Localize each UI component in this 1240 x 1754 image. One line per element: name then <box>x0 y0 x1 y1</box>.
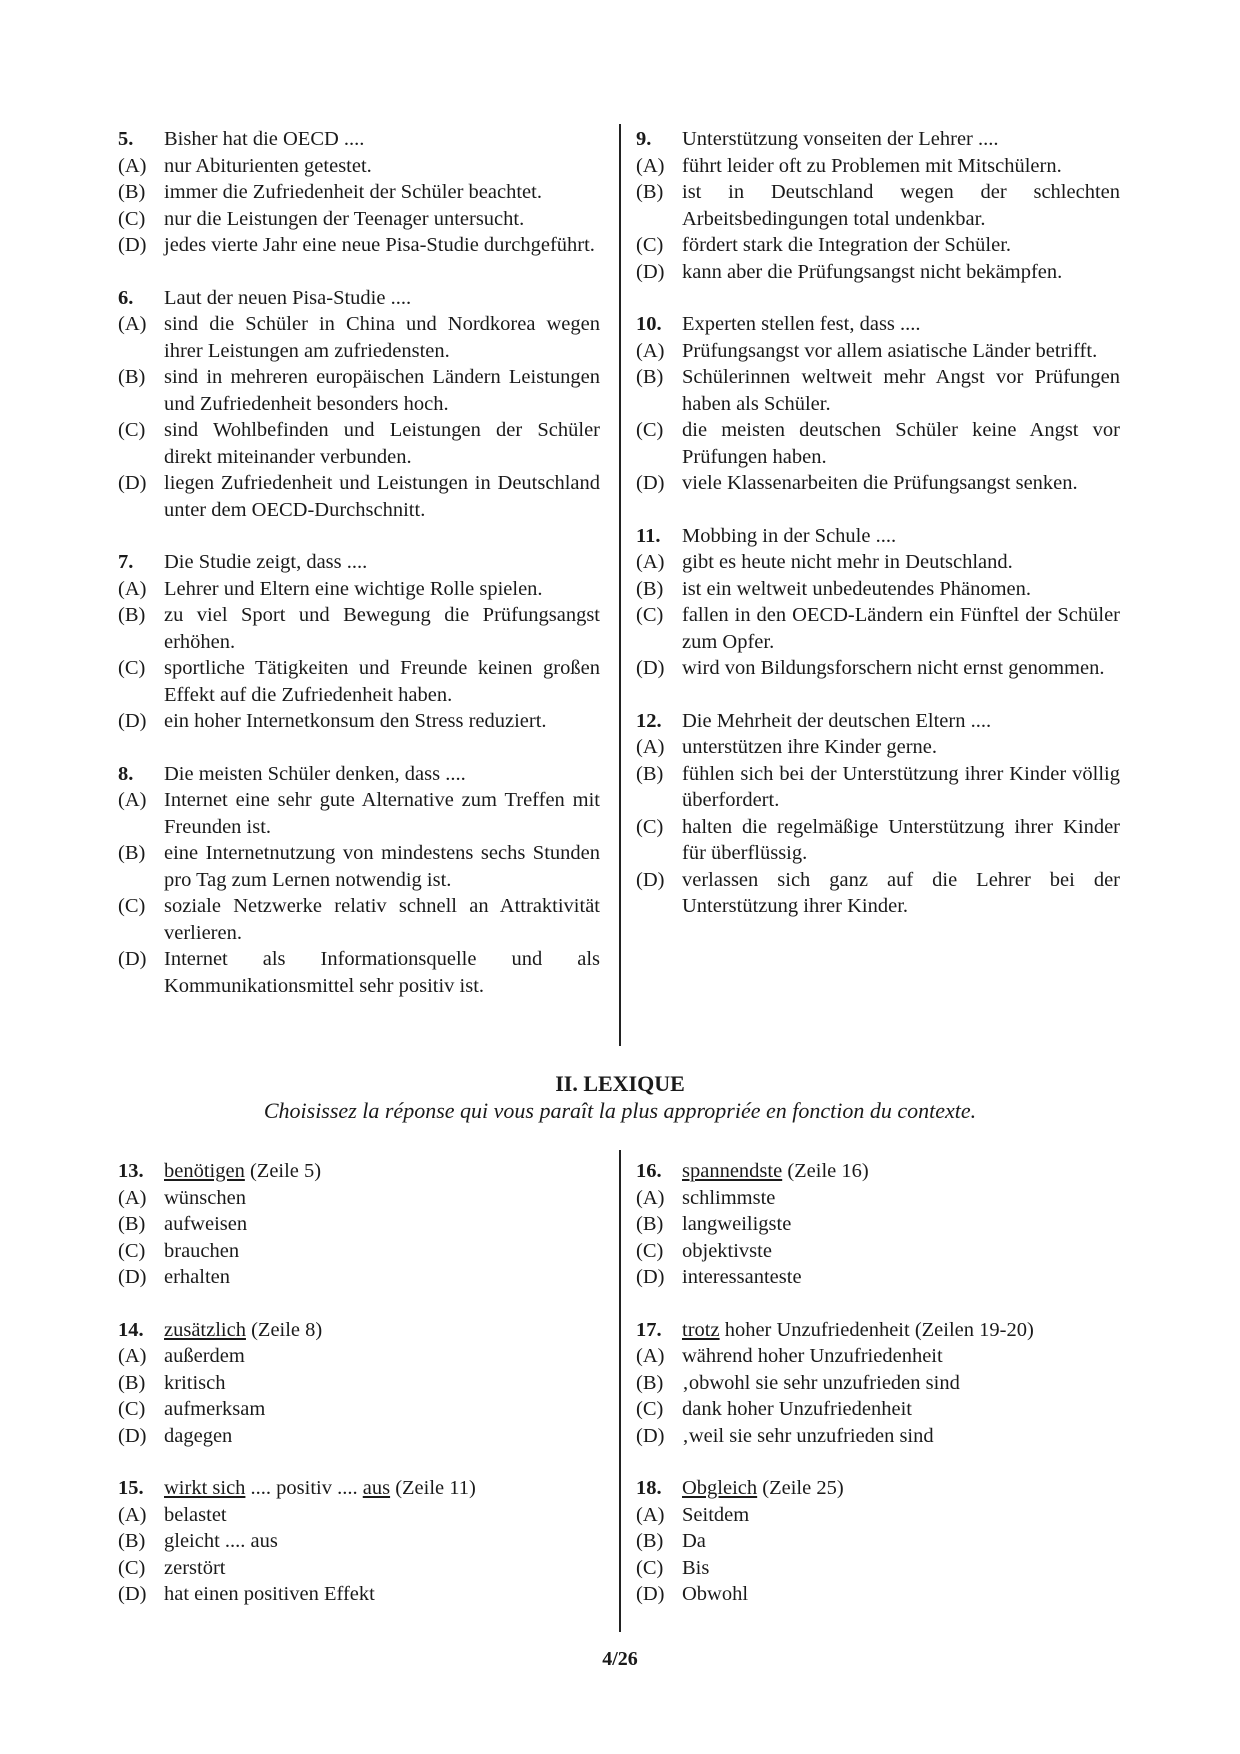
option-letter: (B) <box>636 181 664 203</box>
option-c <box>118 893 600 946</box>
option-text: immer die Zufriedenheit der Schüler beachtet. <box>164 181 542 203</box>
option-letter: (B) <box>118 181 146 203</box>
option-d <box>636 1264 1120 1291</box>
question-12 <box>636 708 1120 920</box>
option-a <box>636 1502 1120 1529</box>
question-stem: Die meisten Schüler denken, dass .... <box>164 762 466 785</box>
page-number: 4/26 <box>602 1648 638 1670</box>
option-d <box>118 1264 600 1291</box>
option-letter: (D) <box>636 472 665 494</box>
option-text: dank hoher Unzufriedenheit <box>682 1398 912 1420</box>
option-text: verlassen sich ganz auf die Lehrer bei der Unterstützung ihrer Kinder. <box>682 868 1120 917</box>
question-6 <box>118 285 600 524</box>
option-letter: (B) <box>118 366 146 388</box>
option-b <box>636 364 1120 417</box>
question-stem: Unterstützung vonseiten der Lehrer .... <box>682 128 999 150</box>
option-text: ist ein weltweit unbedeutendes Phänomen. <box>682 577 1031 600</box>
option-text: fühlen sich bei der Unterstützung ihrer Kinder völlig überfordert. <box>682 762 1120 811</box>
option-letter: (C) <box>636 1239 664 1262</box>
question-number: 8. <box>118 762 134 785</box>
option-text: dagegen <box>164 1424 233 1447</box>
option-b <box>636 1211 1120 1238</box>
option-d <box>118 232 600 259</box>
line-reference: (Zeile 8) <box>245 1318 323 1341</box>
option-b <box>636 576 1120 603</box>
option-letter: (C) <box>636 1556 664 1579</box>
option-text: zerstört <box>164 1556 226 1579</box>
question-stem: Die Mehrheit der deutschen Eltern .... <box>682 709 992 732</box>
option-text: brauchen <box>164 1239 240 1262</box>
option-d <box>636 1581 1120 1608</box>
option-text: ‚obwohl sie sehr unzufrieden sind <box>682 1371 960 1394</box>
question-14 <box>118 1317 600 1450</box>
option-letter: (B) <box>636 1371 664 1394</box>
question-stem: Laut der neuen Pisa-Studie .... <box>164 286 412 309</box>
option-letter: (D) <box>118 710 147 732</box>
question-stem: Bisher hat die OECD .... <box>164 128 365 150</box>
option-letter: (A) <box>118 1503 147 1526</box>
option-letter: (C) <box>636 234 664 256</box>
option-a <box>636 1343 1120 1370</box>
option-text: langweiligste <box>682 1213 792 1235</box>
option-letter: (C) <box>118 1239 146 1262</box>
option-letter: (A) <box>636 1186 665 1209</box>
option-letter: (D) <box>636 657 665 679</box>
option-text: aufmerksam <box>164 1398 266 1420</box>
target-word: zusätzlich <box>164 1318 246 1341</box>
question-11 <box>636 523 1120 682</box>
option-letter: (A) <box>118 313 147 335</box>
option-d <box>118 708 600 735</box>
option-letter: (C) <box>636 604 664 626</box>
option-text: Bis <box>682 1556 710 1579</box>
option-text: ist in Deutschland wegen der schlechten Arbeitsbedingungen total undenkbar. <box>682 181 1120 230</box>
question-8 <box>118 761 600 1000</box>
option-letter: (C) <box>118 657 146 679</box>
option-letter: (A) <box>118 789 147 811</box>
question-stem <box>164 1158 600 1185</box>
option-a <box>636 734 1120 761</box>
option-a <box>118 576 600 603</box>
option-letter: (C) <box>118 207 146 230</box>
option-d <box>118 1581 600 1608</box>
option-letter: (C) <box>636 419 664 441</box>
option-c <box>118 206 600 233</box>
question-stem: Die Studie zeigt, dass .... <box>164 551 368 573</box>
line-reference: (Zeile 11) <box>390 1477 476 1499</box>
option-b <box>636 1528 1120 1555</box>
line-reference: hoher Unzufriedenheit (Zeilen 19-20) <box>719 1318 1034 1341</box>
option-text: erhalten <box>164 1266 231 1288</box>
option-b <box>118 179 600 206</box>
option-text: kann aber die Prüfungsangst nicht bekämpfen. <box>682 260 1063 283</box>
option-text: hat einen positiven Effekt <box>164 1583 375 1605</box>
option-text: interessanteste <box>682 1266 802 1288</box>
option-c <box>118 1238 600 1265</box>
option-c <box>636 417 1120 470</box>
option-c <box>118 417 600 470</box>
line-reference: (Zeile 16) <box>782 1160 869 1182</box>
option-letter: (A) <box>118 1186 147 1209</box>
question-number: 7. <box>118 551 134 573</box>
lexique-left <box>118 1158 600 1634</box>
question-17 <box>636 1317 1120 1450</box>
option-letter: (D) <box>636 1266 665 1288</box>
option-letter: (D) <box>118 234 147 256</box>
option-letter: (C) <box>118 1556 146 1579</box>
option-d <box>636 655 1120 682</box>
question-number: 13. <box>118 1160 144 1182</box>
option-d <box>118 946 600 999</box>
option-d <box>636 867 1120 920</box>
question-number: 11. <box>636 524 661 547</box>
option-letter: (A) <box>636 1345 665 1367</box>
target-word: benötigen <box>164 1160 245 1182</box>
option-b <box>118 364 600 417</box>
option-text: belastet <box>164 1503 227 1526</box>
option-letter: (D) <box>636 1583 665 1605</box>
section-instructions: Choisissez la réponse qui vous paraît la plus appropriée en fonction du contexte. <box>263 1098 977 1123</box>
option-a <box>636 549 1120 576</box>
question-number: 18. <box>636 1477 662 1499</box>
option-letter: (A) <box>118 154 147 177</box>
target-word-part: aus <box>362 1477 391 1499</box>
question-number: 14. <box>118 1318 144 1341</box>
option-b <box>118 1528 600 1555</box>
option-text: Schülerinnen weltweit mehr Angst vor Prüfungen haben als Schüler. <box>682 366 1120 415</box>
option-text: aufweisen <box>164 1213 248 1235</box>
option-text: sportliche Tätigkeiten und Freunde keinen großen Effekt auf die Zufriedenheit haben. <box>164 657 600 706</box>
question-number: 12. <box>636 709 662 732</box>
option-letter: (D) <box>636 868 665 891</box>
option-text: während hoher Unzufriedenheit <box>682 1345 943 1367</box>
question-stem: Mobbing in der Schule .... <box>682 524 897 547</box>
option-c <box>118 1396 600 1423</box>
option-letter: (D) <box>636 1424 665 1447</box>
option-text: außerdem <box>164 1345 245 1367</box>
option-letter: (A) <box>118 1345 147 1367</box>
option-b <box>118 1211 600 1238</box>
option-letter: (B) <box>118 842 146 864</box>
question-number: 10. <box>636 313 662 335</box>
option-text: liegen Zufriedenheit und Leistungen in Deutschland unter dem OECD-Durchschnitt. <box>164 472 600 521</box>
question-7 <box>118 549 600 735</box>
option-a <box>118 787 600 840</box>
line-reference: (Zeile 5) <box>244 1160 322 1182</box>
question-stem: Experten stellen fest, dass .... <box>682 313 921 335</box>
option-text: nur Abiturienten getestet. <box>164 154 372 177</box>
option-letter: (C) <box>636 815 664 838</box>
option-letter: (D) <box>118 948 147 970</box>
option-d <box>636 1423 1120 1450</box>
option-b <box>636 1370 1120 1397</box>
option-b <box>636 761 1120 814</box>
question-number: 16. <box>636 1160 662 1182</box>
option-a <box>118 1185 600 1212</box>
questions-top-left <box>118 126 600 1025</box>
target-word: wirkt sich <box>164 1477 246 1499</box>
option-c <box>636 232 1120 259</box>
option-text: ein hoher Internetkonsum den Stress reduziert. <box>164 710 547 732</box>
option-b <box>118 602 600 655</box>
option-a <box>118 311 600 364</box>
question-9 <box>636 126 1120 285</box>
option-text: Da <box>682 1530 706 1552</box>
option-c <box>636 1238 1120 1265</box>
option-letter: (A) <box>636 551 665 573</box>
option-text: Seitdem <box>682 1503 750 1526</box>
option-d <box>118 1423 600 1450</box>
column-divider <box>619 124 621 1046</box>
option-letter: (A) <box>118 577 147 600</box>
option-letter: (B) <box>636 1530 664 1552</box>
option-a <box>118 1502 600 1529</box>
option-b <box>118 840 600 893</box>
option-c <box>636 602 1120 655</box>
option-text: viele Klassenarbeiten die Prüfungsangst senken. <box>682 472 1078 494</box>
target-word: Obgleich <box>682 1477 758 1499</box>
option-text: ‚weil sie sehr unzufrieden sind <box>682 1424 934 1447</box>
option-letter: (C) <box>118 419 146 441</box>
option-text: nur die Leistungen der Teenager untersucht. <box>164 207 525 230</box>
option-text: fördert stark die Integration der Schüler. <box>682 234 1012 256</box>
option-letter: (B) <box>636 762 664 785</box>
option-text: wird von Bildungsforschern nicht ernst genommen. <box>682 657 1105 679</box>
option-letter: (D) <box>118 472 147 494</box>
option-text: jedes vierte Jahr eine neue Pisa-Studie durchgeführt. <box>164 234 595 256</box>
option-b <box>118 1370 600 1397</box>
option-text: Obwohl <box>682 1583 749 1605</box>
option-c <box>636 814 1120 867</box>
question-15 <box>118 1475 600 1608</box>
question-18 <box>636 1475 1120 1608</box>
option-letter: (B) <box>636 577 664 600</box>
option-letter: (C) <box>118 1398 146 1420</box>
option-b <box>636 179 1120 232</box>
option-letter: (B) <box>118 604 146 626</box>
option-text: wünschen <box>164 1186 246 1209</box>
question-stem <box>682 1317 1120 1344</box>
stem-middle: .... positiv .... <box>245 1477 363 1499</box>
option-text: soziale Netzwerke relativ schnell an Attraktivität verlieren. <box>164 895 600 944</box>
option-a <box>118 153 600 180</box>
question-number: 15. <box>118 1477 144 1499</box>
option-a <box>636 1185 1120 1212</box>
option-text: schlimmste <box>682 1186 776 1209</box>
option-text: zu viel Sport und Bewegung die Prüfungsangst erhöhen. <box>164 604 600 653</box>
option-text: fallen in den OECD-Ländern ein Fünftel der Schüler zum Opfer. <box>682 604 1120 653</box>
option-a <box>636 153 1120 180</box>
question-number: 5. <box>118 128 134 150</box>
option-letter: (B) <box>636 1213 664 1235</box>
question-5 <box>118 126 600 259</box>
option-text: Internet eine sehr gute Alternative zum Treffen mit Freunden ist. <box>164 789 600 838</box>
option-text: sind in mehreren europäischen Ländern Leistungen und Zufriedenheit besonders hoch. <box>164 366 600 415</box>
option-a <box>118 1343 600 1370</box>
option-text: führt leider oft zu Problemen mit Mitschülern. <box>682 154 1062 177</box>
question-stem <box>682 1475 1120 1502</box>
question-number: 6. <box>118 286 134 309</box>
option-letter: (A) <box>636 339 665 362</box>
option-text: kritisch <box>164 1371 226 1394</box>
option-letter: (D) <box>118 1424 147 1447</box>
questions-top-right <box>636 126 1120 946</box>
option-text: eine Internetnutzung von mindestens sechs Stunden pro Tag zum Lernen notwendig ist. <box>164 842 600 891</box>
option-c <box>118 655 600 708</box>
option-c <box>118 1555 600 1582</box>
option-text: objektivste <box>682 1239 772 1262</box>
question-13 <box>118 1158 600 1291</box>
option-text: gibt es heute nicht mehr in Deutschland. <box>682 551 1013 573</box>
option-letter: (D) <box>118 1266 147 1288</box>
option-c <box>636 1555 1120 1582</box>
option-letter: (D) <box>118 1583 147 1605</box>
lexique-right <box>636 1158 1120 1634</box>
option-d <box>118 470 600 523</box>
option-letter: (B) <box>636 366 664 388</box>
option-text: halten die regelmäßige Unterstützung ihrer Kinder für überflüssig. <box>682 815 1120 864</box>
option-text: unterstützen ihre Kinder gerne. <box>682 736 938 758</box>
option-letter: (B) <box>118 1530 146 1552</box>
option-letter: (A) <box>636 1503 665 1526</box>
option-letter: (D) <box>636 260 665 283</box>
option-text: gleicht .... aus <box>164 1530 278 1552</box>
option-text: sind die Schüler in China und Nordkorea wegen ihrer Leistungen am zufriedensten. <box>164 313 600 362</box>
question-stem <box>164 1317 600 1344</box>
option-letter: (B) <box>118 1213 146 1235</box>
option-letter: (C) <box>118 895 146 917</box>
option-text: Lehrer und Eltern eine wichtige Rolle spielen. <box>164 577 543 600</box>
target-word: spannendste <box>682 1160 783 1182</box>
option-a <box>636 338 1120 365</box>
option-text: Internet als Informationsquelle und als Kommunikationsmittel sehr positiv ist. <box>164 948 600 997</box>
question-number: 17. <box>636 1318 662 1341</box>
target-word: trotz <box>682 1318 720 1341</box>
option-letter: (B) <box>118 1371 146 1394</box>
line-reference: (Zeile 25) <box>757 1477 844 1499</box>
option-text: die meisten deutschen Schüler keine Angst vor Prüfungen haben. <box>682 419 1120 468</box>
column-divider <box>619 1150 621 1632</box>
question-stem <box>682 1158 1120 1185</box>
option-text: Prüfungsangst vor allem asiatische Länder betrifft. <box>682 339 1098 362</box>
question-10 <box>636 311 1120 497</box>
option-c <box>636 1396 1120 1423</box>
section-title: II. LEXIQUE <box>555 1071 685 1096</box>
question-number: 9. <box>636 128 652 150</box>
question-16 <box>636 1158 1120 1291</box>
option-letter: (C) <box>636 1398 664 1420</box>
option-letter: (A) <box>636 154 665 177</box>
option-text: sind Wohlbefinden und Leistungen der Schüler direkt miteinander verbunden. <box>164 419 600 468</box>
option-d <box>636 259 1120 286</box>
question-stem <box>164 1475 600 1502</box>
option-d <box>636 470 1120 497</box>
option-letter: (A) <box>636 736 665 758</box>
